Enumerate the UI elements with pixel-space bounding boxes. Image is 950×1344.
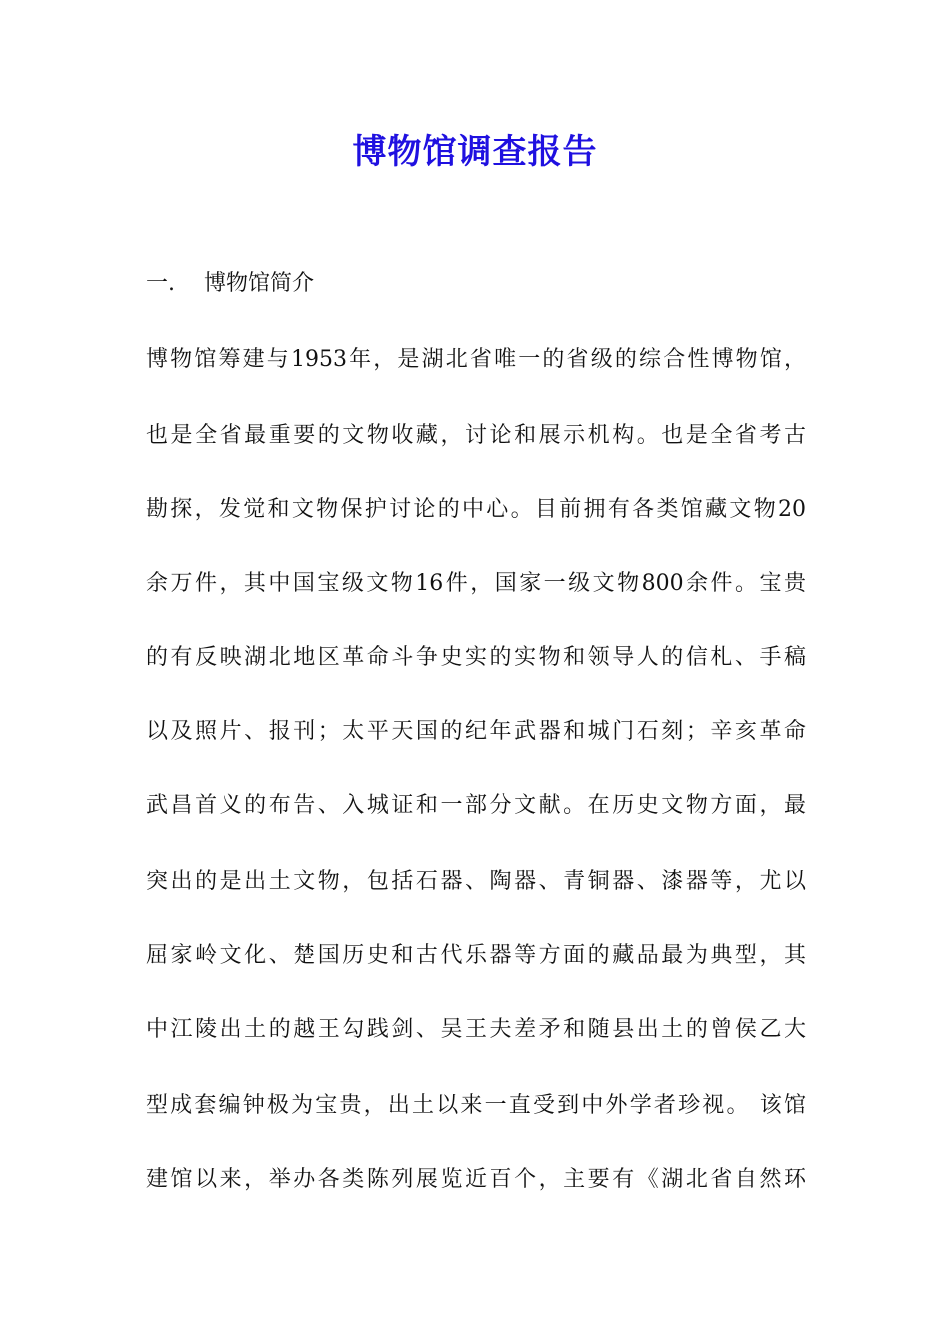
paragraph-line: 中江陵出土的越王勾践剑、吴王夫差矛和随县出土的曾侯乙大 [146, 1017, 806, 1042]
paragraph-line: 的有反映湖北地区革命斗争史实的实物和领导人的信札、手稿 [146, 645, 806, 670]
paragraph-line: 也是全省最重要的文物收藏，讨论和展示机构。也是全省考古 [146, 423, 806, 448]
paragraph-line: 建馆以来，举办各类陈列展览近百个，主要有《湖北省自然环 [146, 1167, 806, 1192]
paragraph-line: 型成套编钟极为宝贵，出土以来一直受到中外学者珍视。 该馆 [146, 1093, 806, 1118]
paragraph-line: 武昌首义的布告、入城证和一部分文献。在历史文物方面，最 [146, 793, 806, 818]
paragraph-line: 勘探，发觉和文物保护讨论的中心。目前拥有各类馆藏文物20 [146, 497, 806, 522]
paragraph-line: 屈家岭文化、楚国历史和古代乐器等方面的藏品最为典型，其 [146, 943, 806, 968]
paragraph-line: 博物馆筹建与1953年，是湖北省唯一的省级的综合性博物馆， [146, 347, 806, 372]
paragraph-line: 余万件，其中国宝级文物16件，国家一级文物800余件。宝贵 [146, 571, 806, 596]
section-heading-text: 博物馆简介 [204, 271, 315, 296]
section-number: 一. [146, 271, 175, 296]
paragraph-line: 以及照片、报刊；太平天国的纪年武器和城门石刻；辛亥革命 [146, 719, 806, 744]
paragraph-line: 突出的是出土文物，包括石器、陶器、青铜器、漆器等，尤以 [146, 869, 806, 894]
section-heading [146, 268, 314, 300]
page-title: 博物馆调查报告 [352, 132, 598, 172]
